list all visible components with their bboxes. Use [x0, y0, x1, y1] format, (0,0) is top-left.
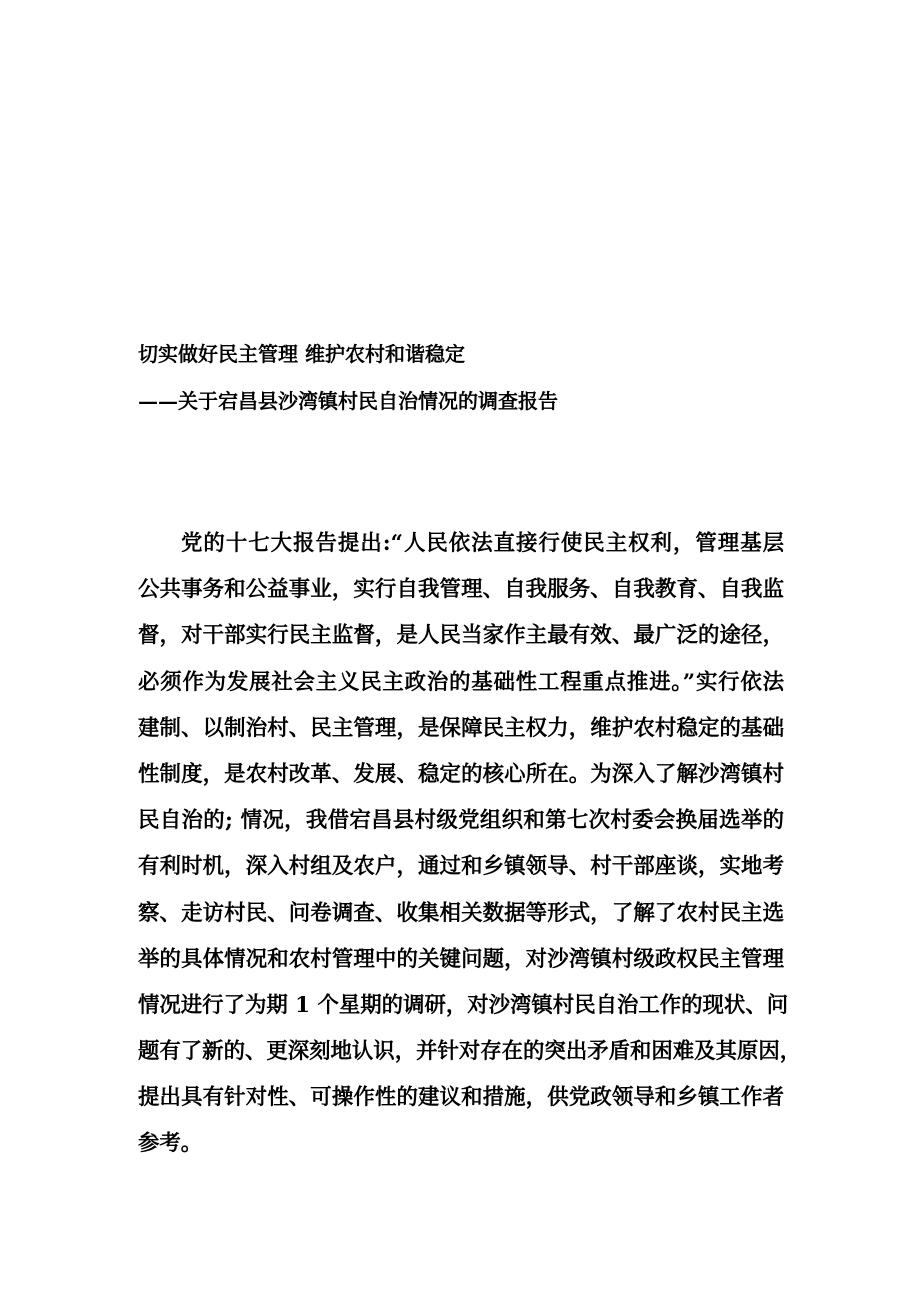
paragraph-line: 题有了新的、更深刻地认识，并针对存在的突出矛盾和困难及其原因， [138, 1039, 802, 1065]
body-paragraph [138, 524, 802, 1171]
paragraph-line: 督，对干部实行民主监督，是人民当家作主最有效、最广泛的途径， [138, 623, 784, 649]
paragraph-line: 提出具有针对性、可操作性的建议和措施，供党政领导和乡镇工作者 [138, 1085, 784, 1111]
paragraph-line: 察、走访村民、问卷调查、收集相关数据等形式，了解了农村民主选 [138, 900, 784, 926]
paragraph-line: 参考。 [138, 1131, 203, 1157]
paragraph-line: 举的具体情况和农村管理中的关键问题，对沙湾镇村级政权民主管理 [138, 946, 784, 972]
paragraph-line: 情况进行了为期 1 个星期的调研，对沙湾镇村民自治工作的现状、问 [138, 992, 789, 1018]
paragraph-line: 必须作为发展社会主义民主政治的基础性工程重点推进。”实行依法 [138, 669, 784, 695]
paragraph-line: 性制度，是农村改革、发展、稳定的核心所在。为深入了解沙湾镇村 [138, 761, 784, 787]
paragraph-line: 民自治的; 情况，我借宕昌县村级党组织和第七次村委会换届选举的 [138, 808, 784, 834]
document-subtitle: ——关于宕昌县沙湾镇村民自治情况的调查报告 [138, 389, 558, 413]
paragraph-line: 党的十七大报告提出:“人民依法直接行使民主权利，管理基层 [181, 531, 784, 556]
paragraph-line: 建制、以制治村、民主管理，是保障民主权力，维护农村稳定的基础 [138, 715, 784, 741]
paragraph-line: 公共事务和公益事业，实行自我管理、自我服务、自我教育、自我监 [138, 577, 784, 603]
document-title: 切实做好民主管理 维护农村和谐稳定 [138, 342, 465, 366]
paragraph-line: 有利时机，深入村组及农户，通过和乡镇领导、村干部座谈，实地考 [138, 854, 784, 880]
